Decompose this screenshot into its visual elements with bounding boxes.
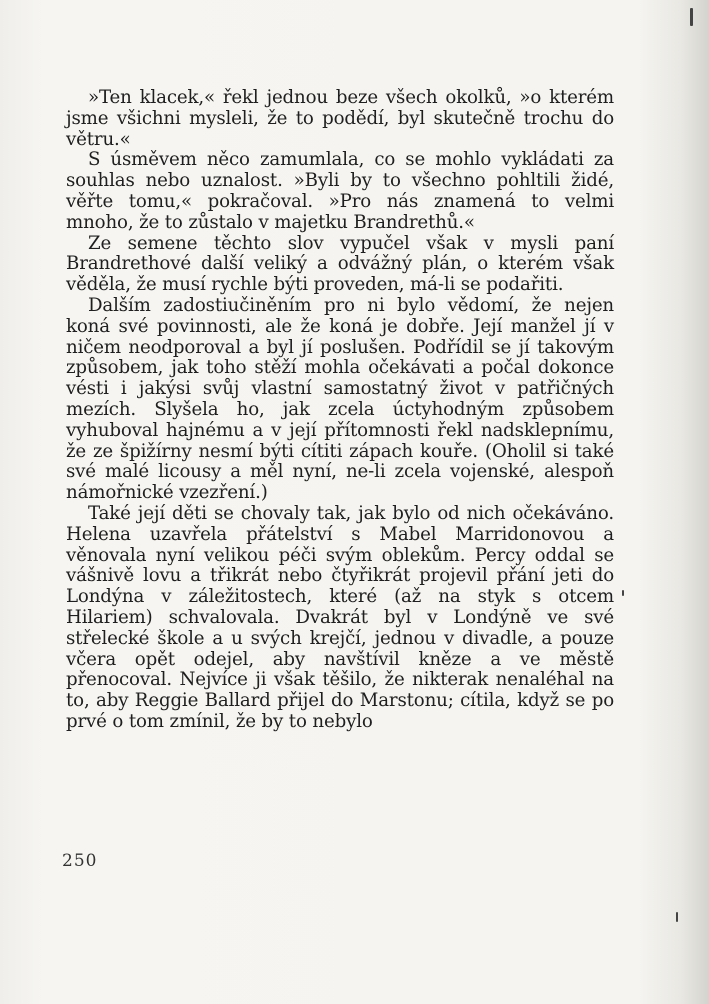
scan-speck [676, 912, 678, 922]
paragraph: Také její děti se chovaly tak, jak bylo od nich očekáváno. Helena uzavřela přátelství s Mabel Marridonovou a věnovala nyní velikou péči svým oblekům. Percy oddal se vášnivě lovu a třikrát nebo čtyřikrát projevil přání jeti do Londýna v záležitostech, které (až na styk s otcem Hilariem) schvalovala. Dvakrát byl v Londýně ve své střelecké škole a u svých krejčí, jednou v divadle, a pouze včera opět odejel, aby navštívil kněze a ve městě přenocoval. Nejvíce ji však těšilo, že nikterak nenaléhal na to, aby Reggie Ballard přijel do Marstonu; cítila, když se po prvé o tom zmínil, že by to nebylo [66, 502, 614, 732]
scan-speck [622, 590, 624, 596]
page-text [66, 88, 614, 733]
paragraph: Ze semene těchto slov vypučel však v mysli paní Brandrethové další veliký a odvážný plán, o kterém však věděla, že musí rychle býti proveden, má-li se podařiti. [66, 232, 614, 296]
paragraph: S úsměvem něco zamumlala, co se mohlo vykládati za souhlas nebo uznalost. »Byli by to všechno pohltili židé, věřte tomu,« pokračoval. »Pro nás znamená to velmi mnoho, že to zůstalo v majetku Brandrethů.« [66, 149, 614, 233]
page-number: 250 [62, 851, 98, 871]
paragraph: »Ten klacek,« řekl jednou beze všech okolků, »o kterém jsme všichni mysleli, že to podědí, byl skutečně trochu do větru.« [66, 87, 614, 150]
scan-speck [690, 8, 693, 26]
paragraph: Dalším zadostiučiněním pro ni bylo vědomí, že nejen koná své povinnosti, ale že koná je dobře. Její manžel jí v ničem neodporoval a byl jí poslušen. Podřídil se jí takovým způsobem, jak toho stěží mohla očekávati a počal dokonce vésti i jakýsi svůj vlastní samostatný život v patřičných mezích. Slyšela ho, jak zcela úctyhodným způsobem vyhuboval hajnému a v její přítomnosti řekl nadsklepnímu, že ze špižírny nesmí býti cítiti zápach kouře. (Oholil si také své malé licousy a měl nyní, ne-li zcela vojenské, alespoň námořnické vzezření.) [66, 294, 614, 504]
